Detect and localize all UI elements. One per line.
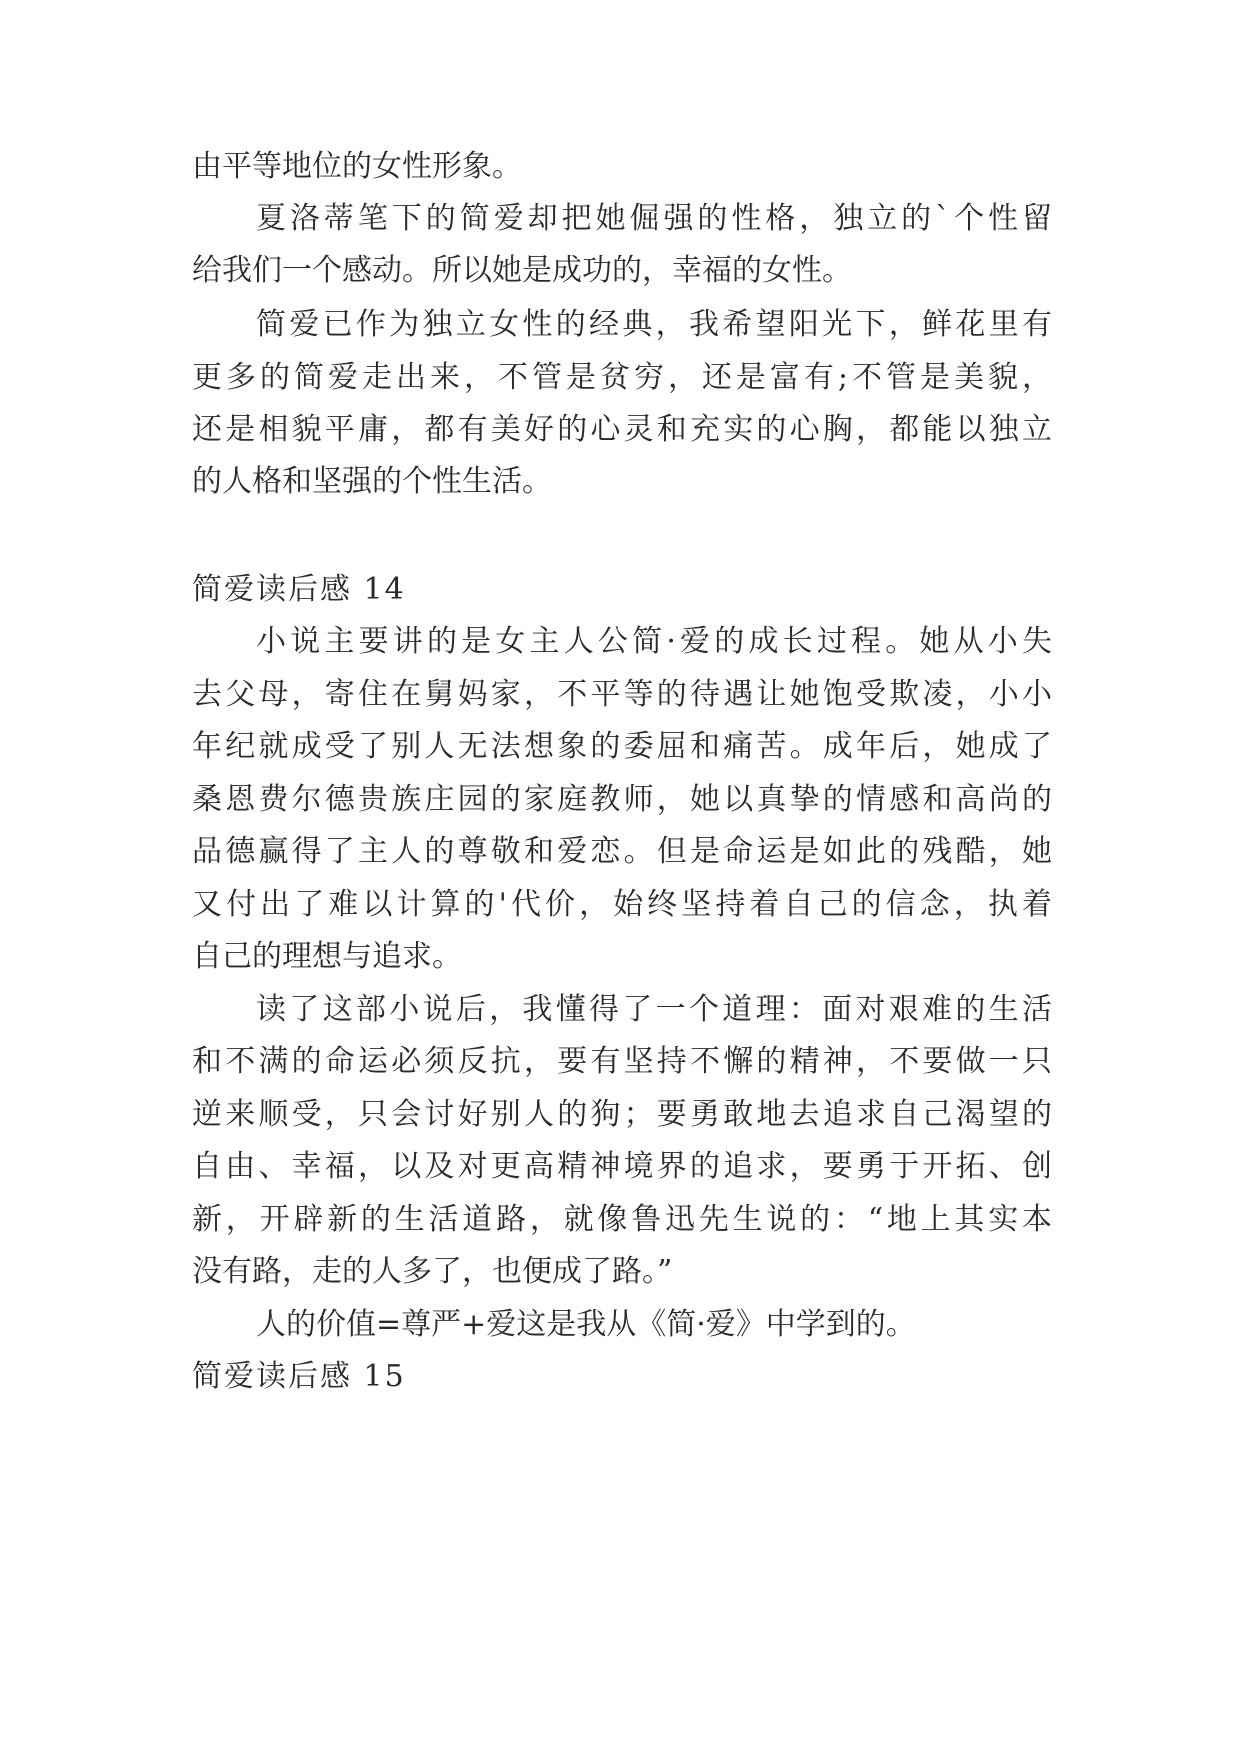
paragraph-line: 夏洛蒂笔下的简爱却把她倔强的性格，独立的`个性留 <box>256 201 1052 236</box>
paragraph-line: 桑恩费尔德贵族庄园的家庭教师，她以真挚的情感和高尚的 <box>192 782 1052 817</box>
paragraph-line: 逆来顺受，只会讨好别人的狗；要勇敢地去追求自己渴望的 <box>192 1097 1052 1132</box>
paragraph-line: 小说主要讲的是女主人公简·爱的成长过程。她从小失 <box>256 624 1052 659</box>
paragraph-line: 没有路，走的人多了，也便成了路。” <box>192 1254 673 1289</box>
paragraph-line: 自己的理想与追求。 <box>192 939 462 974</box>
paragraph-line: 给我们一个感动。所以她是成功的，幸福的女性。 <box>192 253 852 288</box>
paragraph-line: 由平等地位的女性形象。 <box>192 149 522 184</box>
paragraph-line: 新，开辟新的生活道路，就像鲁迅先生说的：“地上其实本 <box>192 1202 1052 1237</box>
paragraph-line: 又付出了难以计算的'代价，始终坚持着自己的信念，执着 <box>192 887 1052 922</box>
section-heading: 简爱读后感 14 <box>192 572 406 607</box>
paragraph-line: 和不满的命运必须反抗，要有坚持不懈的精神，不要做一只 <box>192 1044 1052 1079</box>
paragraph-line: 去父母，寄住在舅妈家，不平等的待遇让她饱受欺凌，小小 <box>192 677 1052 712</box>
paragraph-line: 读了这部小说后，我懂得了一个道理：面对艰难的生活 <box>256 992 1052 1027</box>
paragraph-line: 还是相貌平庸，都有美好的心灵和充实的心胸，都能以独立 <box>192 412 1052 447</box>
paragraph-line: 简爱已作为独立女性的经典，我希望阳光下，鲜花里有 <box>256 307 1052 342</box>
paragraph-line: 年纪就成受了别人无法想象的委屈和痛苦。成年后，她成了 <box>192 729 1052 764</box>
paragraph-line: 人的价值=尊严+爱这是我从《简·爱》中学到的。 <box>256 1307 916 1342</box>
paragraph-line: 的人格和坚强的个性生活。 <box>192 464 552 499</box>
paragraph-line: 自由、幸福，以及对更高精神境界的追求，要勇于开拓、创 <box>192 1149 1052 1184</box>
section-heading: 简爱读后感 15 <box>192 1359 406 1394</box>
paragraph-line: 品德赢得了主人的尊敬和爱恋。但是命运是如此的残酷，她 <box>192 834 1052 869</box>
paragraph-line: 更多的简爱走出来，不管是贫穷，还是富有;不管是美貌， <box>192 360 1052 395</box>
